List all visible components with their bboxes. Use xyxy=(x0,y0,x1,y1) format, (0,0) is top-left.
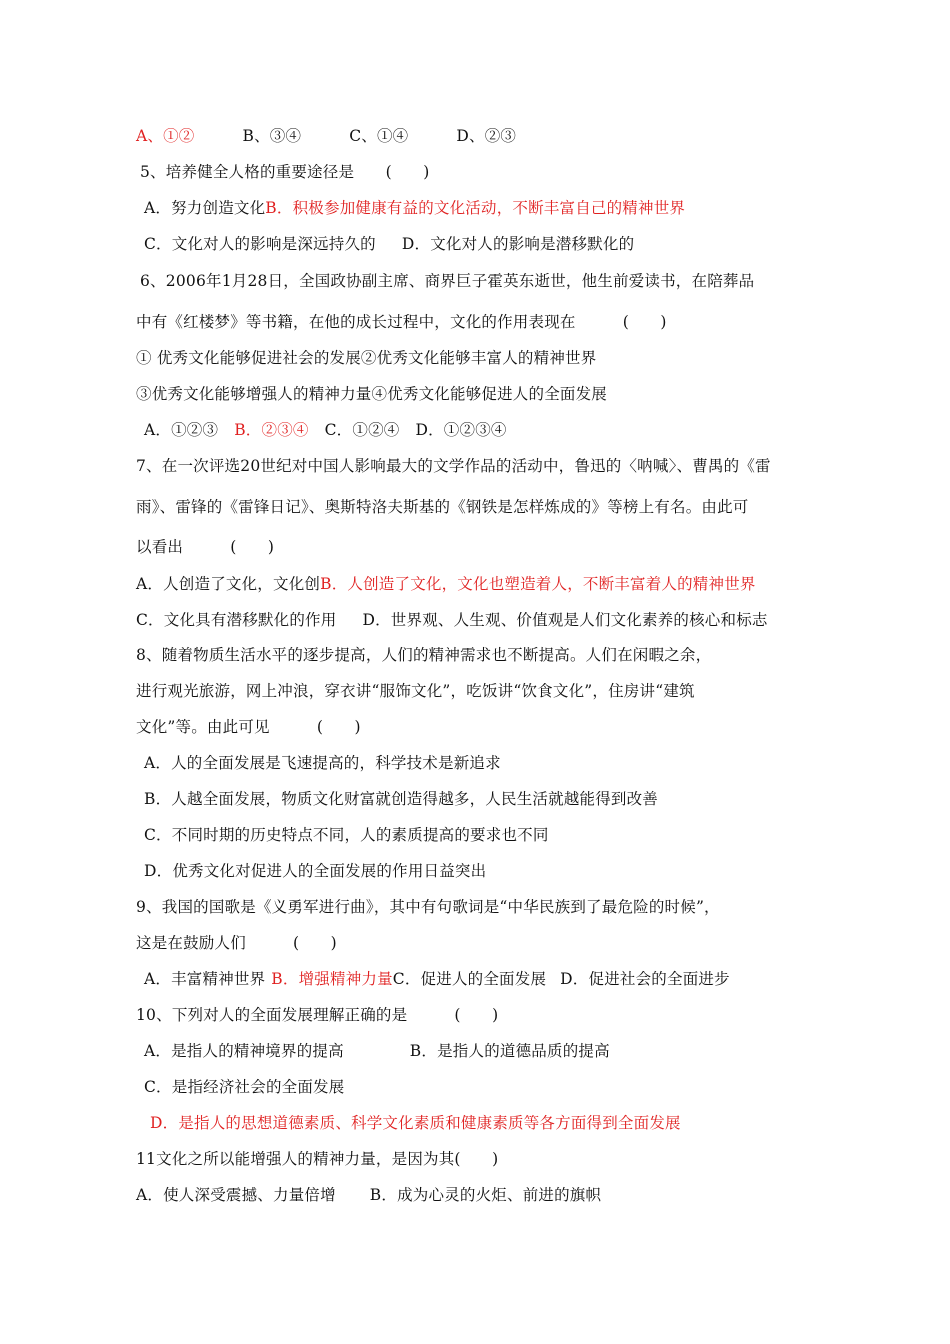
q6-option-d: D．①②③④ xyxy=(415,421,507,439)
q10-option-a: A．是指人的精神境界的提高 xyxy=(144,1042,344,1060)
q4-option-b: B、③④ xyxy=(242,127,302,145)
q4-option-a: A、①② xyxy=(136,127,195,145)
q5-option-d: D．文化对人的影响是潜移默化的 xyxy=(401,235,635,253)
q8-option-b: B．人越全面发展，物质文化财富就创造得越多，人民生活就越能得到改善 xyxy=(144,790,658,808)
q6-option-b: B．②③④ xyxy=(234,421,309,439)
q8-stem-line-2: 进行观光旅游，网上冲浪，穿衣讲“服饰文化”，吃饭讲“饮食文化”，住房讲“建筑 xyxy=(136,682,695,700)
q5-option-b: B．积极参加健康有益的文化活动，不断丰富自己的精神世界 xyxy=(265,199,686,217)
q9-options xyxy=(144,969,730,989)
q7-options-cd xyxy=(136,610,768,630)
q6-stem-line-1: 6、2006年1月28日，全国政协副主席、商界巨子霍英东逝世，他生前爱读书，在陪葬品 xyxy=(140,272,755,290)
q5-option-a: A．努力创造文化 xyxy=(144,199,266,217)
q10-option-c: C．是指经济社会的全面发展 xyxy=(144,1078,345,1096)
q9-option-d: D．促进社会的全面进步 xyxy=(560,970,730,988)
q6-option-c: C．①②④ xyxy=(324,421,400,439)
q6-statements-2: ③优秀文化能够增强人的精神力量④优秀文化能够促进人的全面发展 xyxy=(136,385,608,403)
q6-options xyxy=(144,420,507,440)
q8-option-a: A．人的全面发展是飞速提高的，科学技术是新追求 xyxy=(144,754,501,772)
q9-option-b: B．增强精神力量 xyxy=(271,970,393,988)
q7-stem-line-2: 雨》、雷锋的《雷锋日记》、奥斯特洛夫斯基的《钢铁是怎样炼成的》等榜上有名。由此可 xyxy=(136,498,749,516)
q8-option-c: C．不同时期的历史特点不同，人的素质提高的要求也不同 xyxy=(144,826,549,844)
q10-option-b: B．是指人的道德品质的提高 xyxy=(409,1042,610,1060)
q9-option-a: A．丰富精神世界 xyxy=(144,970,266,988)
q10-stem: 10、下列对人的全面发展理解正确的是 ( ) xyxy=(136,1006,499,1024)
q5-stem: 5、培养健全人格的重要途径是 ( ) xyxy=(140,163,430,181)
q8-option-d: D．优秀文化对促进人的全面发展的作用日益突出 xyxy=(144,862,487,880)
q9-stem-line-2: 这是在鼓励人们 ( ) xyxy=(136,934,337,952)
q7-option-c: C．文化具有潜移默化的作用 xyxy=(136,611,337,629)
q4-option-d: D、②③ xyxy=(456,127,517,145)
q10-option-d: D．是指人的思想道德素质、科学文化素质和健康素质等各方面得到全面发展 xyxy=(150,1114,681,1132)
q6-statements-1: ① 优秀文化能够促进社会的发展②优秀文化能够丰富人的精神世界 xyxy=(136,349,597,367)
q7-option-d: D．世界观、人生观、价值观是人们文化素养的核心和标志 xyxy=(362,611,768,629)
q7-stem-line-1: 7、在一次评选20世纪对中国人影响最大的文学作品的活动中，鲁迅的〈呐喊〉、曹禺的《雷 xyxy=(136,457,771,475)
q7-options-ab xyxy=(136,574,756,594)
q7-stem-line-3: 以看出 ( ) xyxy=(136,538,275,556)
q11-options-ab xyxy=(136,1185,601,1205)
q4-option-c: C、①④ xyxy=(349,127,409,145)
q9-stem-line-1: 9、我国的国歌是《义勇军进行曲》，其中有句歌词是“中华民族到了最危险的时候”， xyxy=(136,898,720,916)
q10-options-ab xyxy=(144,1041,610,1061)
q11-option-a: A．使人深受震撼、力量倍增 xyxy=(136,1186,336,1204)
q7-option-b: B．人创造了文化，文化也塑造着人，不断丰富着人的精神世界 xyxy=(320,575,756,593)
q11-stem: 11文化之所以能增强人的精神力量，是因为其( ) xyxy=(136,1150,499,1168)
q8-stem-line-1: 8、随着物质生活水平的逐步提高，人们的精神需求也不断提高。人们在闲暇之余， xyxy=(136,646,712,664)
q7-option-a: A．人创造了文化，文化创 xyxy=(136,575,321,593)
q6-stem-line-2: 中有《红楼梦》等书籍，在他的成长过程中，文化的作用表现在 ( ) xyxy=(136,313,667,331)
q8-stem-line-3: 文化”等。由此可见 ( ) xyxy=(136,718,361,736)
q9-option-c: C．促进人的全面发展 xyxy=(392,970,547,988)
q4-options xyxy=(136,126,516,146)
q5-options-ab xyxy=(144,198,685,218)
q5-option-c: C．文化对人的影响是深远持久的 xyxy=(144,235,376,253)
q6-option-a: A．①②③ xyxy=(144,421,219,439)
q11-option-b: B．成为心灵的火炬、前进的旗帜 xyxy=(369,1186,602,1204)
q5-options-cd xyxy=(144,234,634,254)
